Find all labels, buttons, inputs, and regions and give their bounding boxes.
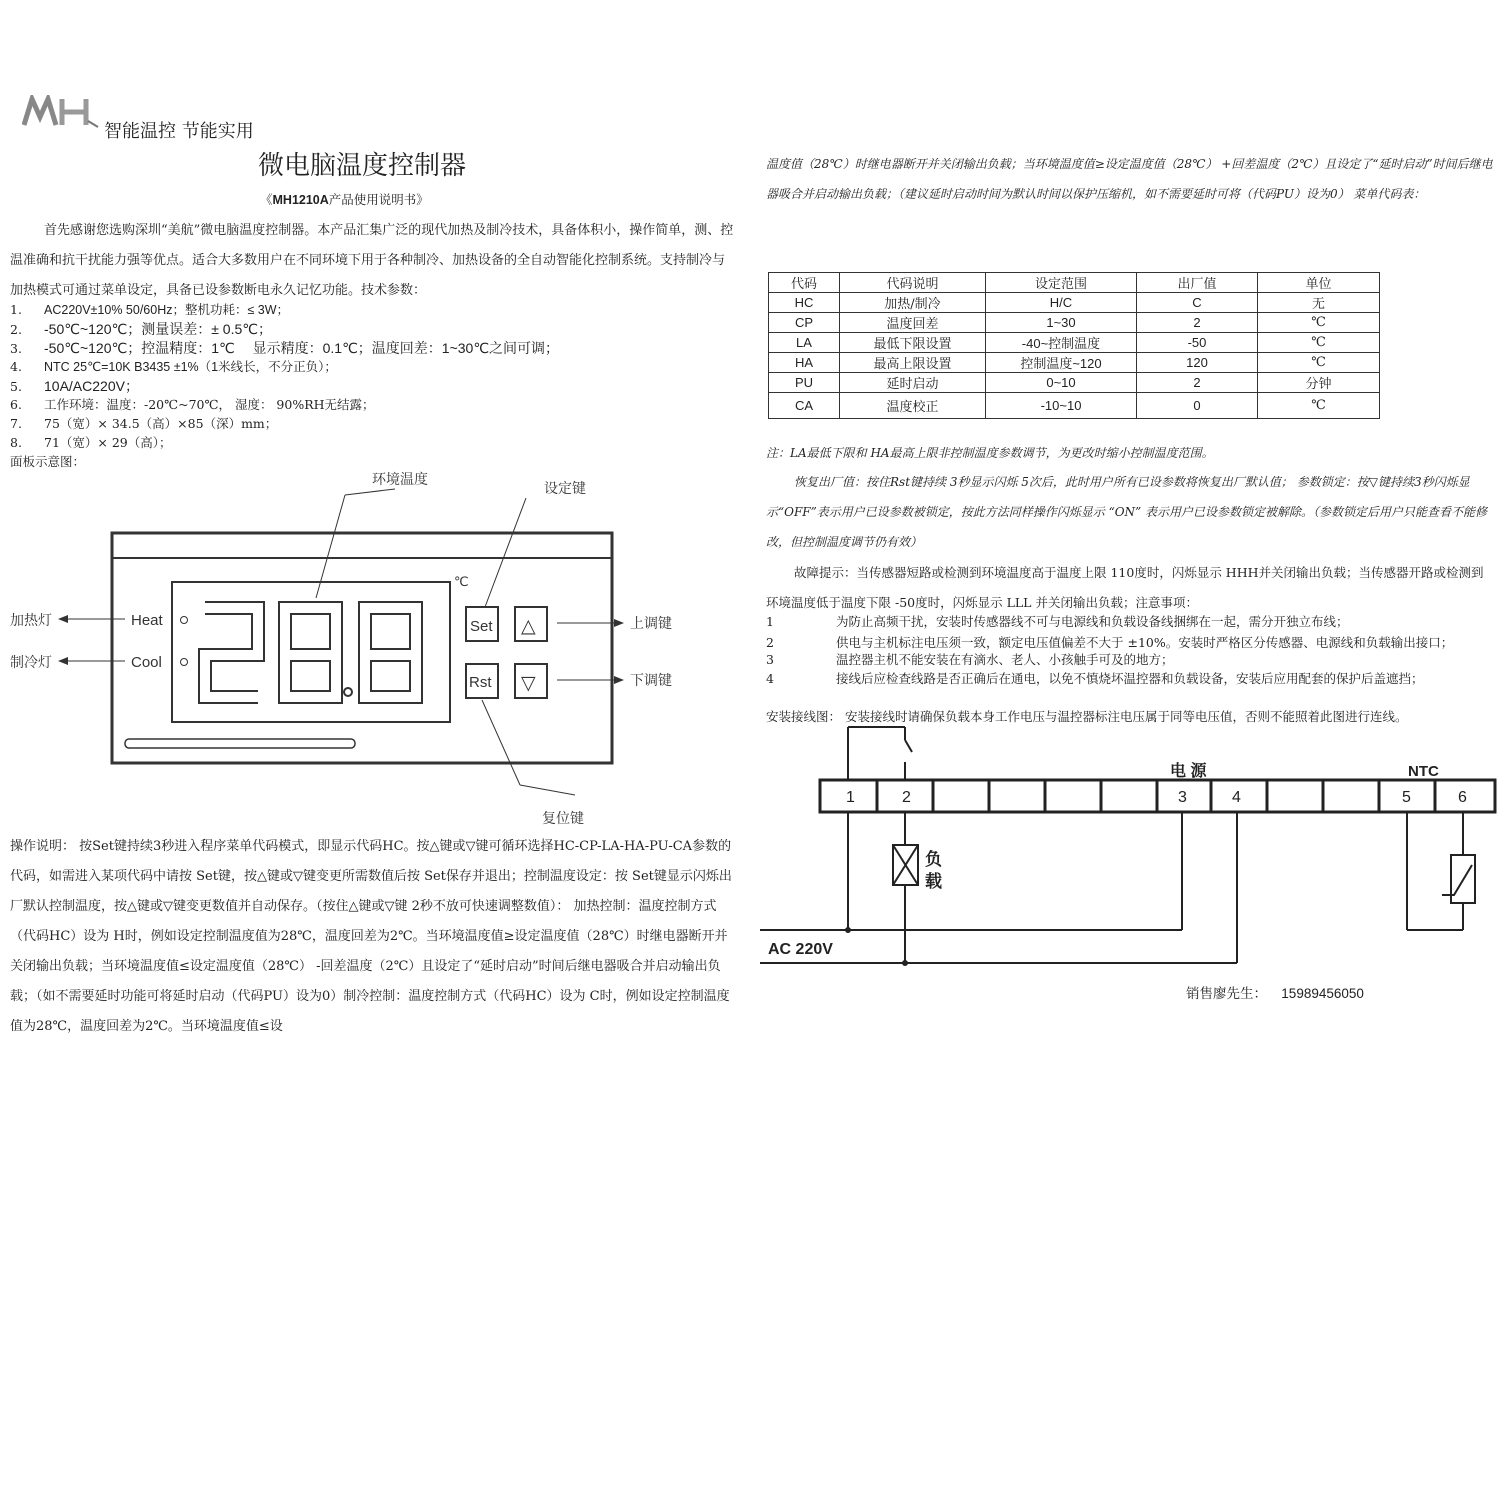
- up-key-label: 上调键: [630, 615, 672, 631]
- notice-list: [766, 614, 1496, 690]
- down-arrow-icon: ▽: [521, 673, 536, 694]
- table-row: LA 最低下限设置 -40~控制温度 -50 ℃: [769, 333, 1380, 353]
- up-arrow-icon: △: [521, 616, 536, 637]
- terminal-1: 1: [846, 789, 855, 806]
- set-key-label: 设定键: [544, 480, 586, 496]
- down-key-label: 下调键: [630, 672, 672, 688]
- table-row: CP 温度回差 1~30 2 ℃: [769, 313, 1380, 333]
- rst-label: Rst: [469, 674, 492, 691]
- restore-paragraph: 恢复出厂值：按住Rst键持续 3秒显示闪烁 5次后，此时用户所有已设参数将恢复出厂默认值； 参数锁定：按▽键持续3秒闪烁显示“OFF”表示用户已设参数被锁定，按此方法同样操作闪烁显示 “ON” 表示用户已设参数锁定被解除。（参数锁定后用户只能查看不能修改，但控制温度调节仍有效）: [766, 475, 1488, 549]
- spec-item: 8. 71（宽）× 29（高）；: [10, 435, 172, 450]
- reset-key-label: 复位键: [542, 810, 584, 826]
- heat-lamp-label: 加热灯: [10, 612, 52, 628]
- terminal-3: 3: [1178, 789, 1187, 806]
- right-top-paragraph: 温度值（28℃）时继电器断开并关闭输出负载；当环境温度值≥设定温度值（28℃） +回差温度（2℃）且设定了“延时启动”时间后继电器吸合并启动输出负载；（建议延时启动时间为默认时间以保护压缩机，如不需要延时可将（代码PU）设为0） 菜单代码表：: [766, 157, 1493, 201]
- table-row: HC 加热/制冷 H/C C 无: [769, 293, 1380, 313]
- table-row: CA 温度校正 -10~10 0 ℃: [769, 393, 1380, 419]
- intro-paragraph: 首先感谢您选购深圳“美航”微电脑温度控制器。本产品汇集广泛的现代加热及制冷技术，具备体积小，操作简单，测、控温准确和抗干扰能力强等优点。适合大多数用户在不同环境下用于各种制冷、加热设备的全自动智能化控制系统。支持制冷与加热模式可通过菜单设定，具备已设参数断电永久记忆功能。技术参数：: [10, 223, 734, 298]
- load-label-1: 负: [925, 850, 942, 869]
- fault-paragraph: 故障提示：当传感器短路或检测到环境温度高于温度上限 110度时，闪烁显示 HHH并关闭输出负载；当传感器开路或检测到环境温度低于温度下限 -50度时，闪烁显示 LLL 并关闭输出负载；注意事项：: [766, 565, 1484, 610]
- sales-phone: 15989456050: [1281, 986, 1364, 1001]
- operation-paragraph: 操作说明： 按Set键持续3秒进入程序菜单代码模式，即显示代码HC。按△键或▽键可循环选择HC-CP-LA-HA-PU-CA参数的代码，如需进入某项代码中请按 Set键，按△键或▽键变更所需数值后按 Set保存并退出；控制温度设定：按 Set键显示闪烁出厂默认控制温度，按△键或▽键变更数值并自动保存。（按住△键或▽键 2秒不放可快速调整数值）： 加热控制：温度控制方式（代码HC）设为 H时，例如设定控制温度值为28℃，温度回差为2℃。当环境温度值≥设定温度值（28℃）时继电器断开并关闭输出负载；当环境温度值≤设定温度值（28℃） -回差温度（2℃）且设定了“延时启动”时间后继电器吸合并启动输出负载；（如不需要延时功能可将延时启动（代码PU）设为0）制冷控制：温度控制方式（代码HC）设为 C时，例如设定控制温度值为28℃，温度回差为2℃。当环境温度值≤设: [10, 839, 732, 1034]
- page-title: 微电脑温度控制器: [258, 151, 467, 181]
- terminal-2: 2: [902, 789, 911, 806]
- slogan: 智能温控 节能实用: [104, 121, 254, 142]
- env-temp-label: 环境温度: [372, 471, 428, 487]
- cool-lamp-label: 制冷灯: [10, 654, 52, 670]
- heat-label: Heat: [131, 612, 163, 629]
- spec-list: [10, 302, 730, 454]
- sales-label: 销售廖先生：: [1186, 986, 1267, 1002]
- list-item: 3 温控器主机不能安装在有滴水、老人、小孩触手可及的地方；: [766, 652, 1174, 667]
- table-row: HA 最高上限设置 控制温度~120 120 ℃: [769, 353, 1380, 373]
- code-table: [768, 272, 1380, 419]
- panel-caption: 面板示意图：: [10, 454, 86, 469]
- spec-item: 3. -50℃~120℃；控温精度：1℃ 显示精度：0.1℃；温度回差：1~30℃之间可调；: [10, 340, 560, 356]
- subtitle-model: MH1210A: [272, 193, 329, 207]
- ac-label: AC 220V: [768, 941, 833, 958]
- table-header: 代码 代码说明 设定范围 出厂值 单位: [769, 273, 1380, 293]
- set-label: Set: [470, 618, 493, 635]
- load-label-2: 载: [925, 872, 942, 891]
- table-row: PU 延时启动 0~10 2 分钟: [769, 373, 1380, 393]
- panel-diagram: [0, 465, 740, 835]
- list-item: 2 供电与主机标注电压须一致，额定电压值偏差不大于 ±10%。安装时严格区分传感器、电源线和负载输出接口；: [766, 635, 1454, 650]
- spec-item: 4. NTC 25℃=10K B3435 ±1%（1米线长，不分正负）；: [10, 359, 337, 374]
- spec-item: 5. 10A/AC220V；: [10, 378, 139, 394]
- ntc-label: NTC: [1408, 763, 1439, 780]
- spec-item: 2. -50℃~120℃；测量误差：± 0.5℃；: [10, 321, 272, 337]
- mh-logo-icon: [22, 95, 100, 129]
- logo: [22, 95, 100, 133]
- spec-item: 1. AC220V±10% 50/60Hz；整机功耗：≤ 3W；: [10, 302, 290, 317]
- spec-item: 7. 75（宽）× 34.5（高）×85（深）mm；: [10, 416, 278, 431]
- subtitle: [260, 192, 429, 208]
- relay-switch-icon: [905, 740, 912, 752]
- cool-label: Cool: [131, 654, 162, 671]
- list-item: 1 为防止高频干扰，安装时传感器线不可与电源线和负载设备线捆绑在一起，需分开独立布线；: [766, 614, 1349, 629]
- terminal-5: 5: [1402, 789, 1411, 806]
- subtitle-pre: 《: [260, 192, 273, 207]
- terminal-6: 6: [1458, 789, 1467, 806]
- wiring-diagram: [760, 725, 1500, 975]
- spec-item: 6. 工作环境：温度：-20℃~70℃， 湿度： 90%RH无结露；: [10, 397, 375, 412]
- terminal-4: 4: [1232, 789, 1241, 806]
- install-text: 安装接线图： 安装接线时请确保负载本身工作电压与温控器标注电压属于同等电压值，否则不能照着此图进行连线。: [766, 709, 1408, 724]
- sales-contact: [1186, 986, 1364, 1002]
- list-item: 4 接线后应检查线路是否正确后在通电，以免不慎烧坏温控器和负载设备，安装后应用配套的保护后盖遮挡；: [766, 671, 1424, 686]
- subtitle-post: 产品使用说明书》: [328, 192, 429, 207]
- power-label: 电 源: [1170, 763, 1207, 780]
- unit-label: ℃: [454, 574, 469, 589]
- terminal-strip: [820, 780, 1495, 812]
- note-text: 注：LA最低下限和 HA最高上限非控制温度参数调节，为更改时缩小控制温度范围。: [766, 446, 1214, 460]
